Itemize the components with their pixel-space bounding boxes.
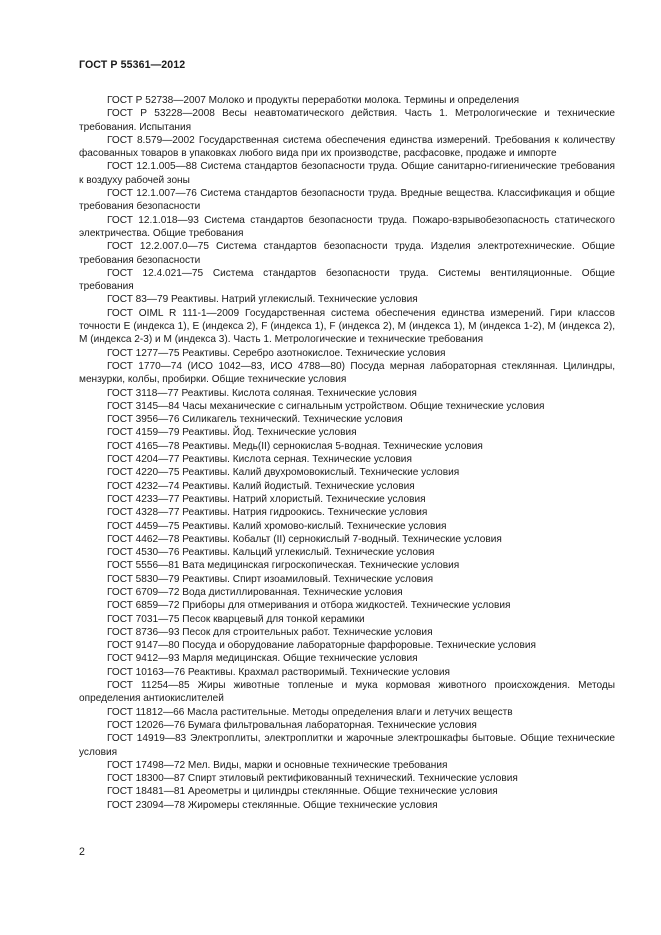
reference-item: ГОСТ Р 53228—2008 Весы неавтоматического действия. Часть 1. Метрологические и технические требования. Испытания <box>79 108 615 133</box>
reference-item: ГОСТ 3145—84 Часы механические с сигнальным устройством. Общие технические условия <box>107 400 545 412</box>
reference-item: ГОСТ 6859—72 Приборы для отмеривания и отбора жидкостей. Технические условия <box>107 600 511 612</box>
reference-item: ГОСТ 14919—83 Электроплиты, электроплитки и жарочные электрошкафы бытовые. Общие технические условия <box>79 733 615 758</box>
reference-item: ГОСТ 4220—75 Реактивы. Калий двухромовокислый. Технические условия <box>107 467 460 479</box>
reference-item: ГОСТ 11812—66 Масла растительные. Методы определения влаги и летучих веществ <box>107 706 513 718</box>
reference-item: ГОСТ 18300—87 Спирт этиловый ректификованный технический. Технические условия <box>107 773 518 785</box>
reference-item: ГОСТ 12.4.021—75 Система стандартов безопасности труда. Системы вентиляционные. Общие требования <box>79 267 615 293</box>
reference-item: ГОСТ 17498—72 Мел. Виды, марки и основные технические требования <box>107 759 448 771</box>
reference-item: ГОСТ 4462—78 Реактивы. Кобальт (II) сернокислый 7-водный. Технические условия <box>107 533 502 545</box>
reference-item: ГОСТ 8736—93 Песок для строительных работ. Технические условия <box>107 626 433 638</box>
reference-item: ГОСТ 10163—76 Реактивы. Крахмал растворимый. Технические условия <box>107 666 450 678</box>
reference-item: ГОСТ 8.579—2002 Государственная система обеспечения единства измерений. Требования к количеству фасованных товаров в упаковках любого вида при их производстве, расфасовке, продаже и импорте <box>79 134 615 160</box>
page-number: 2 <box>79 846 85 858</box>
reference-item: ГОСТ 5830—79 Реактивы. Спирт изоамиловый. Технические условия <box>107 573 434 585</box>
reference-item: ГОСТ 7031—75 Песок кварцевый для тонкой керамики <box>107 613 365 625</box>
reference-item: ГОСТ 12.2.007.0—75 Система стандартов безопасности труда. Изделия электротехнические. Общие требования безопасности <box>79 241 615 266</box>
reference-item: ГОСТ 4233—77 Реактивы. Натрий хлористый. Технические условия <box>107 493 426 505</box>
reference-item: ГОСТ 4159—79 Реактивы. Йод. Технические условия <box>107 427 357 439</box>
reference-item: ГОСТ 5556—81 Вата медицинская гигроскопическая. Технические условия <box>107 560 460 572</box>
reference-item: ГОСТ 9412—93 Марля медицинская. Общие технические условия <box>107 653 418 665</box>
reference-item: ГОСТ Р 52738—2007 Молоко и продукты переработки молока. Термины и определения <box>107 95 520 106</box>
reference-item: ГОСТ 4232—74 Реактивы. Калий йодистый. Технические условия <box>107 480 415 492</box>
reference-item: ГОСТ 11254—85 Жиры животные топленые и мука кормовая животного происхождения. Методы определения антиокислителей <box>79 680 615 705</box>
reference-item: ГОСТ 1770—74 (ИСО 1042—83, ИСО 4788—80) Посуда мерная лабораторная стеклянная. Цилиндры, мензурки, колбы, пробирки. Общие технические условия <box>79 360 615 386</box>
document-header: ГОСТ Р 55361—2012 <box>79 59 186 71</box>
references-list <box>79 94 615 812</box>
reference-item: ГОСТ 23094—78 Жиромеры стеклянные. Общие технические условия <box>107 799 438 811</box>
reference-item: ГОСТ OIML R 111-1—2009 Государственная система обеспечения единства измерений. Гири классов точности E (индекса 1), E (индекса 2), F (индекса 1), F (индекса 2), M (индекса 1), M (индекса 1-2), M (индекса 2), M (индекса 2-3) и M (индекса 3). Часть 1. Метрологические и технические требования <box>79 307 615 346</box>
reference-item: ГОСТ 4530—76 Реактивы. Кальций углекислый. Технические условия <box>107 547 435 559</box>
reference-item: ГОСТ 1277—75 Реактивы. Серебро азотнокислое. Технические условия <box>107 347 446 359</box>
reference-item: ГОСТ 12.1.018—93 Система стандартов безопасности труда. Пожаро-взрывобезопасность статического электричества. Общие требования <box>79 214 615 239</box>
reference-item: ГОСТ 4165—78 Реактивы. Медь(II) сернокислая 5-водная. Технические условия <box>107 440 483 452</box>
reference-item: ГОСТ 3118—77 Реактивы. Кислота соляная. Технические условия <box>107 387 417 399</box>
reference-item: ГОСТ 12026—76 Бумага фильтровальная лабораторная. Технические условия <box>107 719 477 731</box>
reference-item: ГОСТ 4459—75 Реактивы. Калий хромово-кислый. Технические условия <box>107 520 447 532</box>
reference-item: ГОСТ 83—79 Реактивы. Натрий углекислый. Технические условия <box>107 294 418 306</box>
reference-item: ГОСТ 6709—72 Вода дистиллированная. Технические условия <box>107 586 403 598</box>
reference-item: ГОСТ 4328—77 Реактивы. Натрия гидроокись. Технические условия <box>107 507 428 519</box>
reference-item: ГОСТ 18481—81 Ареометры и цилиндры стеклянные. Общие технические условия <box>107 786 498 798</box>
reference-item: ГОСТ 4204—77 Реактивы. Кислота серная. Технические условия <box>107 454 412 466</box>
reference-item: ГОСТ 9147—80 Посуда и оборудование лабораторные фарфоровые. Технические условия <box>107 640 536 652</box>
reference-item: ГОСТ 12.1.007—76 Система стандартов безопасности труда. Вредные вещества. Классификация и общие требования безопасности <box>79 188 615 213</box>
reference-item: ГОСТ 3956—76 Силикагель технический. Технические условия <box>107 414 403 426</box>
reference-item: ГОСТ 12.1.005—88 Система стандартов безопасности труда. Общие санитарно-гигиенические требования к воздуху рабочей зоны <box>79 161 615 186</box>
